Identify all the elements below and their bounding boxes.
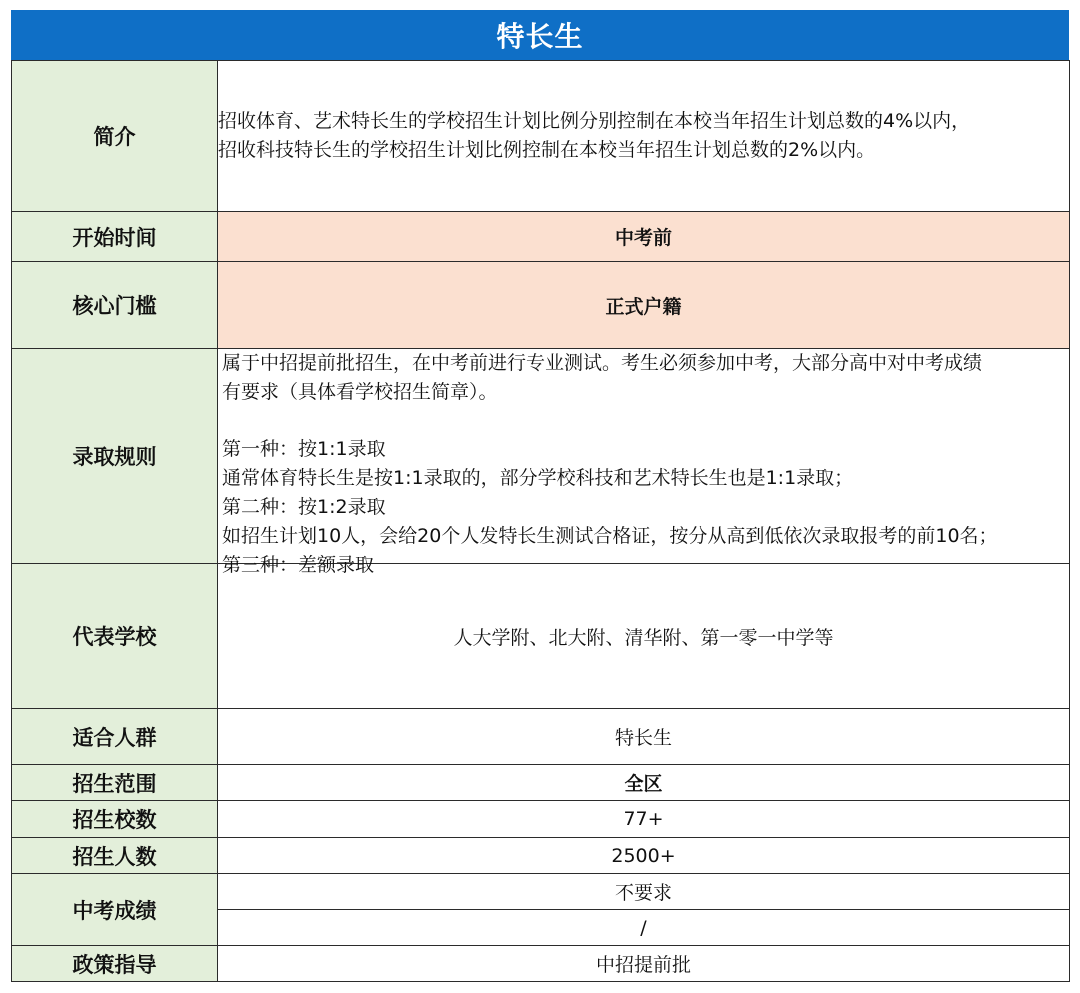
exam-score-value-2: / bbox=[218, 910, 1070, 946]
student-count-value: 2500+ bbox=[218, 838, 1070, 874]
row-intro bbox=[12, 61, 1070, 212]
intro-cell bbox=[218, 61, 1070, 212]
row-label: 核心门槛 bbox=[12, 262, 218, 349]
rule-line: 通常体育特长生是按1:1录取的，部分学校科技和艺术特长生也是1:1录取； bbox=[222, 467, 854, 490]
exam-score-value-1: 不要求 bbox=[218, 874, 1070, 910]
rule-gap bbox=[222, 407, 1069, 436]
row-policy bbox=[12, 946, 1070, 982]
rule-line: 第一种：按1:1录取 bbox=[222, 438, 386, 461]
row-label: 招生校数 bbox=[12, 801, 218, 838]
row-school-count bbox=[12, 801, 1070, 838]
rule-line: 第三种：差额录取 bbox=[222, 553, 375, 576]
row-schools bbox=[12, 564, 1070, 709]
row-label: 代表学校 bbox=[12, 564, 218, 709]
scope-value: 全区 bbox=[218, 765, 1070, 801]
rule-line: 第二种：按1:2录取 bbox=[222, 495, 386, 518]
row-scope bbox=[12, 765, 1070, 801]
rule-line: 属于中招提前批招生，在中考前进行专业测试。考生必须参加中考，大部分高中对中考成绩 bbox=[222, 352, 983, 374]
intro-line-1: 招收体育、艺术特长生的学校招生计划比例分别控制在本校当年招生计划总数的4%以内， bbox=[218, 110, 971, 133]
policy-value: 中招提前批 bbox=[218, 946, 1070, 982]
threshold-value: 正式户籍 bbox=[218, 262, 1070, 349]
row-admission-rules bbox=[12, 349, 1070, 564]
admission-rules-cell bbox=[218, 349, 1070, 576]
row-target bbox=[12, 709, 1070, 765]
info-table bbox=[11, 60, 1070, 982]
row-label: 中考成绩 bbox=[12, 874, 218, 946]
school-count-value: 77+ bbox=[218, 801, 1070, 838]
rule-line: 有要求（具体看学校招生简章）。 bbox=[222, 380, 498, 403]
spreadsheet bbox=[11, 10, 1069, 982]
row-label: 简介 bbox=[12, 61, 218, 212]
row-label: 适合人群 bbox=[12, 709, 218, 765]
schools-value: 人大学附、北大附、清华附、第一零一中学等 bbox=[218, 564, 1070, 709]
sheet-title: 特长生 bbox=[11, 10, 1069, 60]
row-label: 开始时间 bbox=[12, 212, 218, 262]
row-exam-score bbox=[12, 874, 1070, 910]
rule-line: 如招生计划10人，会给20个人发特长生测试合格证，按分从高到低依次录取报考的前10名； bbox=[222, 524, 998, 547]
target-value: 特长生 bbox=[218, 709, 1070, 765]
row-label: 招生范围 bbox=[12, 765, 218, 801]
row-label: 招生人数 bbox=[12, 838, 218, 874]
row-threshold bbox=[12, 262, 1070, 349]
row-label: 政策指导 bbox=[12, 946, 218, 982]
start-time-value: 中考前 bbox=[218, 212, 1070, 262]
intro-line-2: 招收科技特长生的学校招生计划比例控制在本校当年招生计划总数的2%以内。 bbox=[218, 139, 876, 161]
row-student-count bbox=[12, 838, 1070, 874]
row-start-time bbox=[12, 212, 1070, 262]
row-label: 录取规则 bbox=[12, 349, 218, 564]
